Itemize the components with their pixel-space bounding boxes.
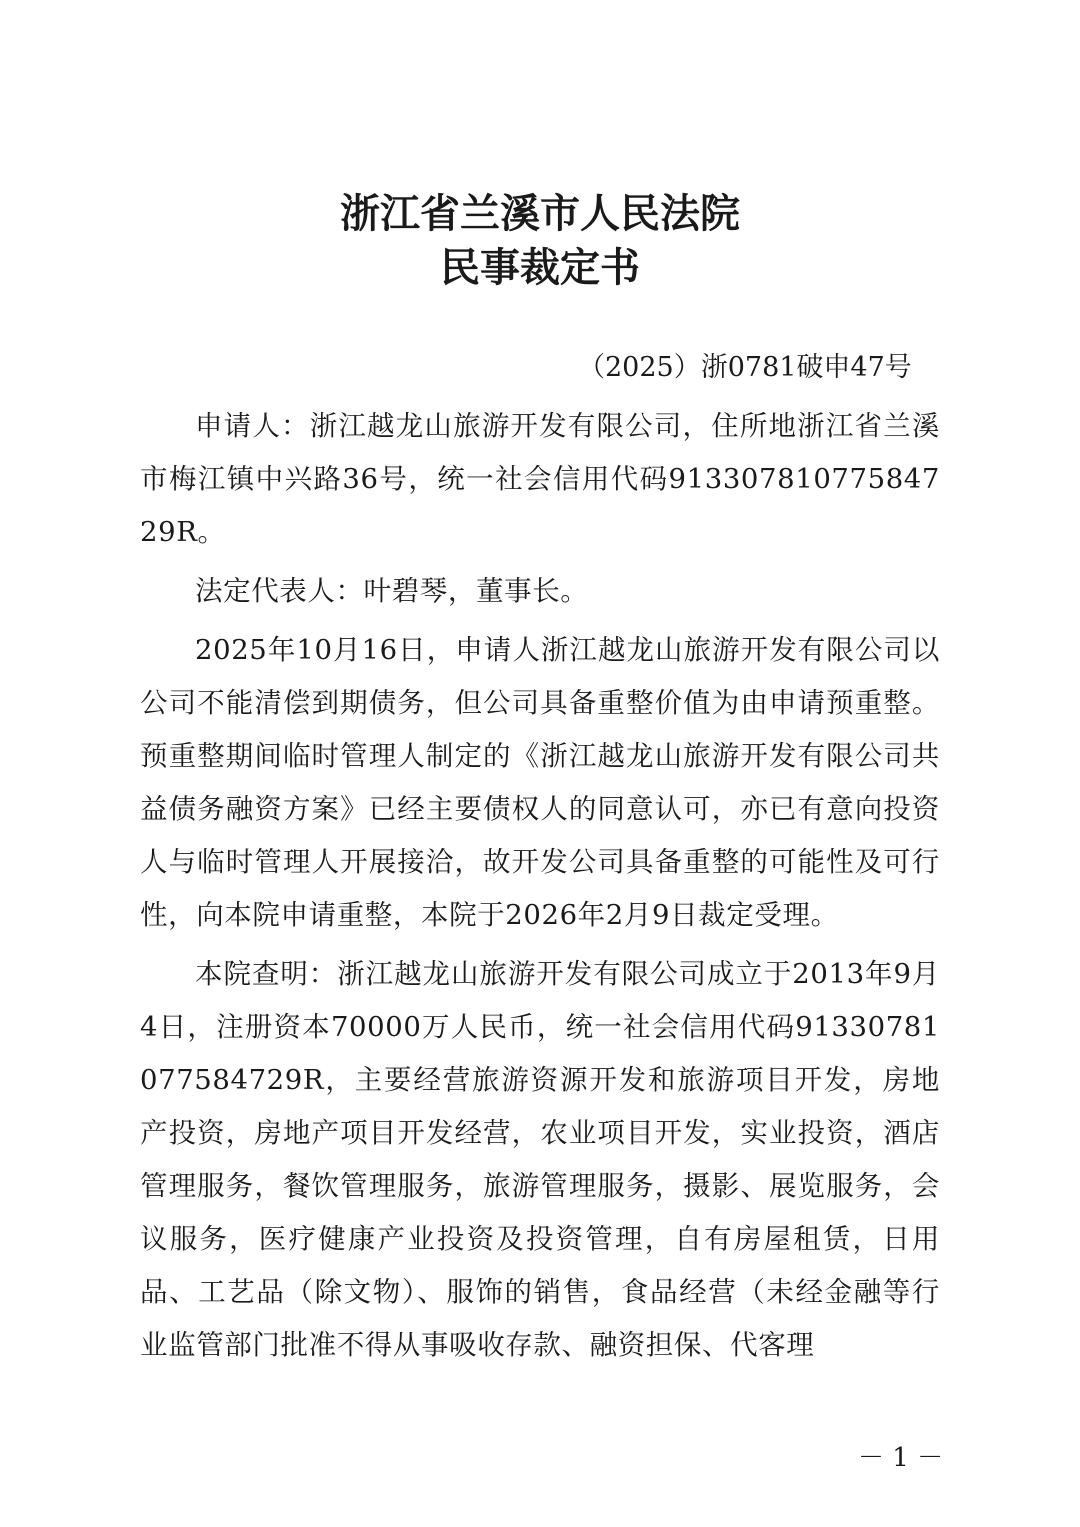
document-type-title: 民事裁定书 — [440, 244, 640, 291]
paragraph-applicant: 申请人：浙江越龙山旅游开发有限公司，住所地浙江省兰溪市梅江镇中兴路36号，统一社会信用代码913307810775847​29R。 — [140, 410, 940, 548]
court-name-title: 浙江省兰溪市人民法院 — [340, 190, 740, 237]
paragraph-court-findings: 本院查明：浙江越龙山旅游开发有限公司成立于2013年9月4日，注册资本70000万人民币，统一社会信用代码91330781077584729R，主要经营旅游资源开发和旅游项目开发，房地产投资，房地产项目开发经营，农业项目开发，实业投资，酒店管理服务，餐饮管理服务，旅游管理服务，摄影、展览服务，会议服务，医疗健康产业投资及投资管理，自有房屋租赁，日用品、工艺品（除文物）、服饰的销售，食品经营（未经金融等行业监管部门批准不得从事吸收存款、融资担保、代客理 — [140, 958, 940, 1361]
paragraph-application-facts: 2025年10月16日，申请人浙江越龙山旅游开发有限公司以公司不能清偿到期债务，但公司具备重整价值为由申请预重整。预重整期间临时管理人制定的《浙江越龙山旅游开发有限公司共益债务融资方案》已经主要债权人的同意认可，亦已有意向投资人与临时管理人开展接洽，故开发公司具备重整的可能性及可行性，向本院申请重整，本院于2026年2月9日裁定受理。 — [140, 634, 940, 931]
paragraph-legal-representative: 法定代表人：叶碧琴，董事长。 — [195, 575, 589, 607]
document-body — [140, 400, 940, 1372]
page-number: － 1 － — [858, 1443, 944, 1473]
case-number: （2025）浙0781破申47号 — [578, 352, 912, 383]
